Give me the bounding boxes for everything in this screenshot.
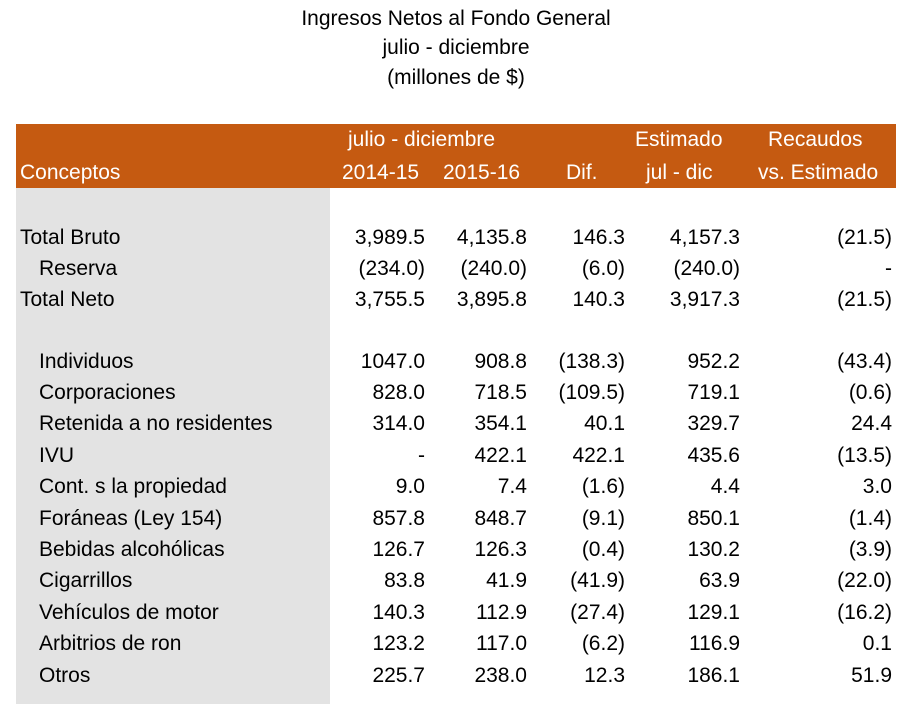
- cell-dif: (0.4): [581, 538, 625, 561]
- cell-2014-15: 140.3: [372, 601, 425, 624]
- cell-estimado: 952.2: [687, 350, 740, 373]
- cell-2014-15: 1047.0: [360, 350, 425, 373]
- table-row-otros: [0, 660, 912, 691]
- row-label: Corporaciones: [39, 381, 176, 404]
- row-label: Bebidas alcohólicas: [39, 538, 225, 561]
- cell-2015-16: 126.3: [474, 538, 527, 561]
- header-difference: Dif.: [566, 161, 598, 184]
- row-label: Arbitrios de ron: [39, 632, 182, 655]
- cell-vs-estimado: (13.5): [837, 444, 892, 467]
- cell-vs-estimado: (0.6): [848, 381, 892, 404]
- cell-2015-16: 238.0: [474, 664, 527, 687]
- table-row-total-neto: [0, 284, 912, 315]
- cell-dif: (41.9): [570, 569, 625, 592]
- cell-2014-15: (234.0): [358, 257, 425, 280]
- cell-2015-16: 422.1: [474, 444, 527, 467]
- cell-2014-15: 83.8: [384, 569, 425, 592]
- report-period: julio - diciembre: [382, 36, 530, 59]
- cell-estimado: 129.1: [687, 601, 740, 624]
- cell-vs-estimado: (21.5): [837, 288, 892, 311]
- cell-vs-estimado: (22.0): [837, 569, 892, 592]
- cell-dif: (27.4): [570, 601, 625, 624]
- cell-estimado: 4.4: [710, 475, 740, 498]
- cell-vs-estimado: 0.1: [862, 632, 892, 655]
- header-fy-2014: 2014-15: [342, 161, 420, 184]
- cell-dif: (6.2): [581, 632, 625, 655]
- cell-dif: (138.3): [558, 350, 625, 373]
- cell-2014-15: 225.7: [372, 664, 425, 687]
- cell-2014-15: 9.0: [395, 475, 425, 498]
- header-estimated: Estimado: [635, 128, 723, 151]
- cell-2015-16: 908.8: [474, 350, 527, 373]
- cell-dif: 12.3: [584, 664, 625, 687]
- table-row-arbitrios-ron: [0, 628, 912, 659]
- cell-2015-16: 4,135.8: [456, 226, 527, 249]
- cell-vs-estimado: (43.4): [837, 350, 892, 373]
- table-row-propiedad: [0, 471, 912, 502]
- cell-2015-16: 3,895.8: [456, 288, 527, 311]
- cell-estimado: 116.9: [689, 632, 740, 655]
- header-estimated-period: jul - dic: [646, 161, 713, 184]
- table-row-retenida: [0, 408, 912, 439]
- cell-2014-15: 3,989.5: [354, 226, 425, 249]
- cell-2014-15: 126.7: [372, 538, 425, 561]
- header-period-group: julio - diciembre: [348, 128, 496, 151]
- cell-2014-15: -: [418, 444, 425, 467]
- cell-estimado: 329.7: [687, 412, 740, 435]
- cell-2015-16: 718.5: [474, 381, 527, 404]
- cell-estimado: 130.2: [687, 538, 740, 561]
- row-label: Total Bruto: [20, 226, 121, 249]
- table-row-reserva: [0, 253, 912, 284]
- cell-estimado: 719.1: [687, 381, 740, 404]
- header-concepts: Conceptos: [20, 161, 121, 184]
- row-label: Individuos: [39, 350, 134, 373]
- table-row-cigarrillos: [0, 565, 912, 596]
- cell-2015-16: 117.0: [476, 632, 527, 655]
- table-row-foraneas: [0, 503, 912, 534]
- cell-2015-16: 848.7: [474, 507, 527, 530]
- cell-dif: 140.3: [572, 288, 625, 311]
- cell-dif: (109.5): [558, 381, 625, 404]
- cell-2014-15: 3,755.5: [354, 288, 425, 311]
- table-row-vehiculos: [0, 597, 912, 628]
- cell-estimado: 850.1: [687, 507, 740, 530]
- cell-vs-estimado: (3.9): [848, 538, 892, 561]
- cell-vs-estimado: 51.9: [851, 664, 892, 687]
- row-label: Reserva: [39, 257, 118, 280]
- row-label: IVU: [39, 444, 75, 467]
- cell-estimado: 4,157.3: [669, 226, 740, 249]
- cell-dif: (6.0): [581, 257, 625, 280]
- cell-2015-16: 7.4: [497, 475, 527, 498]
- cell-vs-estimado: (16.2): [837, 601, 892, 624]
- table-row-individuos: [0, 346, 912, 377]
- table-row-bebidas: [0, 534, 912, 565]
- cell-2015-16: (240.0): [460, 257, 527, 280]
- cell-estimado: (240.0): [673, 257, 740, 280]
- cell-2015-16: 354.1: [474, 412, 527, 435]
- cell-estimado: 3,917.3: [669, 288, 740, 311]
- cell-estimado: 435.6: [687, 444, 740, 467]
- row-label: Vehículos de motor: [39, 601, 219, 624]
- cell-dif: (9.1): [581, 507, 625, 530]
- row-label: Cigarrillos: [39, 569, 133, 592]
- cell-estimado: 63.9: [699, 569, 740, 592]
- cell-2014-15: 857.8: [372, 507, 425, 530]
- cell-dif: 146.3: [572, 226, 625, 249]
- cell-2014-15: 123.2: [372, 632, 425, 655]
- cell-2015-16: 112.9: [476, 601, 527, 624]
- row-label: Foráneas (Ley 154): [39, 507, 223, 530]
- table-row-corporaciones: [0, 377, 912, 408]
- row-label: Retenida a no residentes: [39, 412, 273, 435]
- cell-vs-estimado: (21.5): [837, 226, 892, 249]
- header-collections: Recaudos: [768, 128, 863, 151]
- cell-vs-estimado: 24.4: [851, 412, 892, 435]
- row-label: Otros: [39, 664, 91, 687]
- cell-vs-estimado: 3.0: [862, 475, 892, 498]
- cell-vs-estimado: -: [885, 257, 892, 280]
- cell-dif: 422.1: [572, 444, 625, 467]
- table-row-ivu: [0, 440, 912, 471]
- cell-dif: 40.1: [584, 412, 625, 435]
- cell-2015-16: 41.9: [486, 569, 527, 592]
- report-units: (millones de $): [387, 66, 525, 89]
- cell-dif: (1.6): [581, 475, 625, 498]
- header-vs-estimated: vs. Estimado: [758, 161, 879, 184]
- cell-2014-15: 828.0: [372, 381, 425, 404]
- table-row-total-bruto: [0, 222, 912, 253]
- report-title: Ingresos Netos al Fondo General: [301, 7, 611, 30]
- cell-2014-15: 314.0: [372, 412, 425, 435]
- row-label: Cont. s la propiedad: [39, 475, 227, 498]
- row-label: Total Neto: [20, 288, 115, 311]
- cell-vs-estimado: (1.4): [848, 507, 892, 530]
- header-fy-2015: 2015-16: [443, 161, 521, 184]
- cell-estimado: 186.1: [687, 664, 740, 687]
